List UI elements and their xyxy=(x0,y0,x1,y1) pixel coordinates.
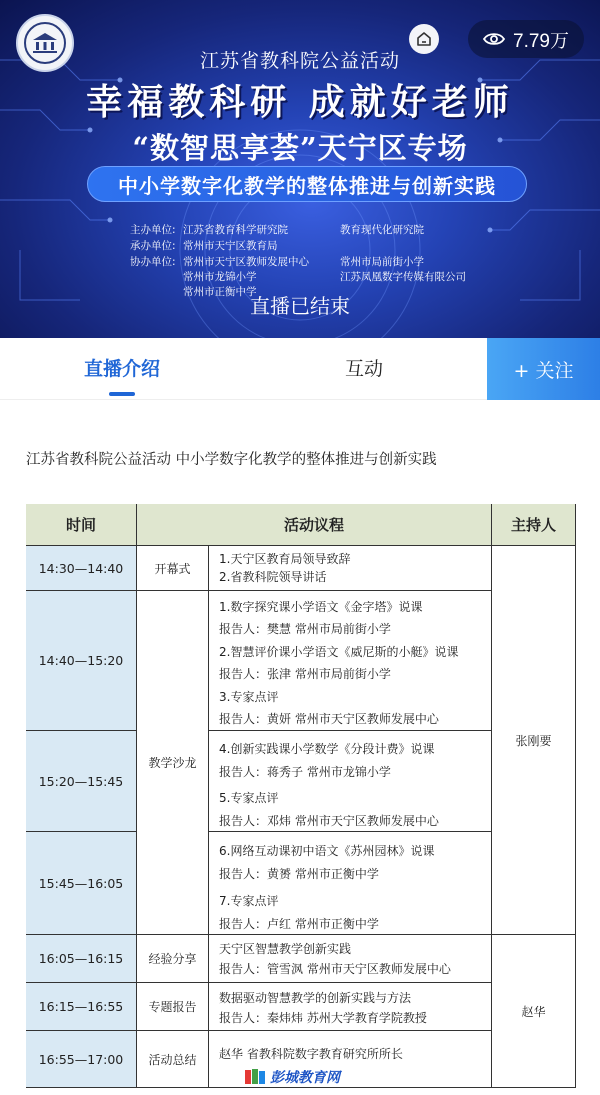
agenda-line: 6.网络互动课初中语文《苏州园林》说课 xyxy=(219,844,435,858)
banner-assist-label: 协办单位: xyxy=(130,256,176,268)
banner-assist-5: 常州市正衡中学 xyxy=(183,286,257,298)
book-icon xyxy=(244,1068,266,1086)
banner-subtitle: “数智思享荟”天宁区专场 xyxy=(132,131,468,165)
time-cell: 16:05—16:15 xyxy=(26,935,137,983)
agenda-line: 4.创新实践课小学数学《分段计费》说课 xyxy=(219,742,435,756)
host-cell: 赵华 xyxy=(492,935,576,1088)
agenda-line: 7.专家点评 xyxy=(219,894,279,908)
time-cell: 14:40—15:20 xyxy=(26,591,137,731)
agenda-line: 报告人：卢红 常州市正衡中学 xyxy=(219,917,379,931)
category-cell: 专题报告 xyxy=(137,983,209,1031)
agenda-line: 1.数字探究课小学语文《金字塔》说课 xyxy=(219,600,423,614)
agenda-line: 报告人：黄赟 常州市正衡中学 xyxy=(219,867,379,881)
agenda-line: 数据驱动智慧教学的创新实践与方法 xyxy=(219,991,412,1005)
agenda-detail-cell xyxy=(209,983,492,1031)
site-watermark xyxy=(244,1066,340,1088)
banner-assist-3: 常州市龙锦小学 xyxy=(183,271,257,283)
category-cell: 经验分享 xyxy=(137,935,209,983)
agenda-detail-cell xyxy=(209,546,492,591)
tab-interaction-label: 互动 xyxy=(344,358,383,380)
agenda-line: 报告人：邓炜 常州市天宁区教师发展中心 xyxy=(219,814,439,828)
tab-live-intro[interactable] xyxy=(62,338,182,400)
time-cell: 15:20—15:45 xyxy=(26,731,137,832)
agenda-line: 报告人：张津 常州市局前街小学 xyxy=(219,667,391,681)
header-agenda: 活动议程 xyxy=(137,504,492,546)
banner-assist-2: 常州市局前街小学 xyxy=(340,256,424,268)
banner-title: 幸福教科研 成就好老师 xyxy=(86,81,514,123)
agenda-line: 1.天宁区教育局领导致辞 xyxy=(219,552,351,566)
agenda-line: 3.专家点评 xyxy=(219,690,279,704)
banner-assist-4: 江苏凤凰数字传媒有限公司 xyxy=(340,271,466,283)
time-cell: 16:15—16:55 xyxy=(26,983,137,1031)
home-icon xyxy=(416,31,432,47)
eye-icon xyxy=(483,31,505,47)
tab-interaction[interactable] xyxy=(304,338,424,400)
agenda-detail-cell xyxy=(209,591,492,731)
time-cell: 15:45—16:05 xyxy=(26,832,137,935)
agenda-detail-cell xyxy=(209,935,492,983)
banner-assist-1: 常州市天宁区教师发展中心 xyxy=(183,256,309,268)
host-cell: 张刚要 xyxy=(492,546,576,935)
agenda-line: 报告人：秦炜炜 苏州大学教育学院教授 xyxy=(219,1011,427,1025)
agenda-line: 2.省教科院领导讲话 xyxy=(219,570,327,584)
schedule-table xyxy=(26,504,576,1088)
header-host: 主持人 xyxy=(492,504,576,546)
agenda-detail-cell xyxy=(209,832,492,935)
agenda-detail-cell xyxy=(209,731,492,832)
banner-theme-pill: 中小学数字化教学的整体推进与创新实践 xyxy=(87,166,527,202)
agenda-line: 天宁区智慧教学创新实践 xyxy=(219,942,352,956)
agenda-line: 5.专家点评 xyxy=(219,791,279,805)
tab-live-intro-label: 直播介绍 xyxy=(83,358,160,380)
event-banner xyxy=(0,0,600,338)
banner-organizer-line: 江苏省教科院公益活动 xyxy=(199,50,400,72)
banner-undertake-label: 承办单位: xyxy=(130,240,176,252)
intro-description: 江苏省教科院公益活动 中小学数字化教学的整体推进与创新实践 xyxy=(26,452,437,468)
category-cell: 活动总结 xyxy=(137,1031,209,1088)
agenda-line: 报告人：蒋秀子 常州市龙锦小学 xyxy=(219,765,391,779)
banner-host-2: 教育现代化研究院 xyxy=(340,224,424,236)
category-cell: 开幕式 xyxy=(137,546,209,591)
time-cell: 16:55—17:00 xyxy=(26,1031,137,1088)
category-cell: 教学沙龙 xyxy=(137,591,209,935)
live-status-text: 直播已结束 xyxy=(250,294,350,318)
view-count: 7.79万 xyxy=(513,30,569,52)
tab-bar xyxy=(0,338,600,400)
active-tab-indicator xyxy=(109,392,135,396)
banner-undertake-1: 常州市天宁区教育局 xyxy=(183,240,278,252)
follow-button[interactable] xyxy=(487,338,600,400)
agenda-line: 报告人：黄妍 常州市天宁区教师发展中心 xyxy=(219,712,439,726)
agenda-line: 2.智慧评价课小学语文《威尼斯的小艇》说课 xyxy=(219,645,459,659)
follow-button-label: + 关注 xyxy=(513,359,574,382)
banner-host-1: 江苏省教育科学研究院 xyxy=(183,224,288,236)
banner-host-label: 主办单位: xyxy=(130,224,176,236)
watermark-text: 彭城教育网 xyxy=(270,1070,340,1086)
header-time: 时间 xyxy=(26,504,137,546)
agenda-line: 报告人：樊慧 常州市局前街小学 xyxy=(219,622,391,636)
time-cell: 14:30—14:40 xyxy=(26,546,137,591)
agenda-line: 赵华 省教科院数字教育研究所所长 xyxy=(219,1047,403,1061)
agenda-line: 报告人：管雪沨 常州市天宁区教师发展中心 xyxy=(219,962,451,976)
